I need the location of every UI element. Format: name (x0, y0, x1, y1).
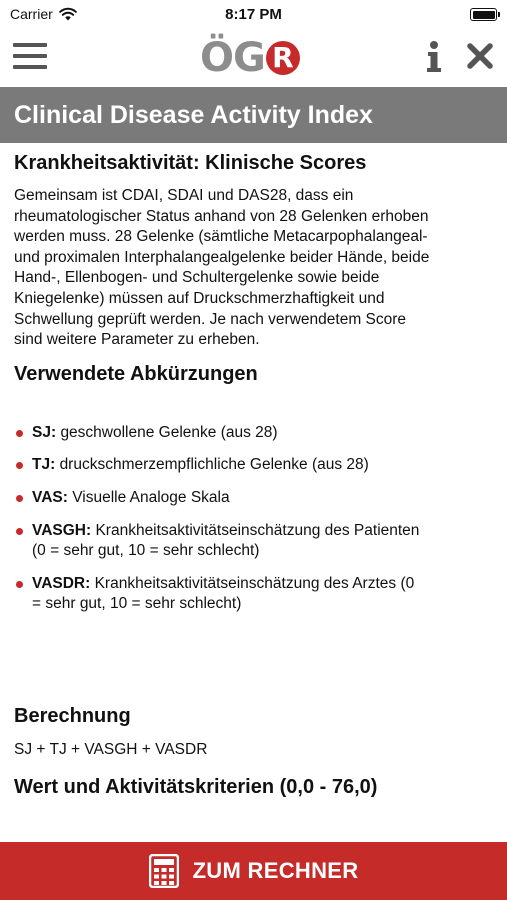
intro-line: sind weitere Parameter zu erheben. (14, 331, 260, 349)
abbreviation-term: TJ: (32, 456, 56, 474)
close-icon[interactable] (466, 42, 494, 70)
intro-line: und proximalen Interphalangealgelenke beider Hände, beide (14, 248, 430, 266)
abbreviation-definition: geschwollene Gelenke (aus 28) (60, 423, 278, 441)
app-logo (200, 36, 300, 80)
logo-text: ÖG (200, 35, 265, 81)
title-bar (0, 87, 507, 143)
bullet-icon (16, 581, 23, 588)
intro-line: Kniegelenke) müssen auf Druckschmerzhaftigkeit und (14, 289, 385, 307)
bullet-icon (16, 430, 23, 437)
intro-line: werden muss. 28 Gelenke (sämtliche Metacarpophalangeal- (14, 228, 428, 246)
section-heading-scores: Krankheitsaktivität: Klinische Scores (14, 152, 367, 174)
info-icon[interactable] (424, 40, 444, 74)
abbreviation-term: VASDR: (32, 574, 91, 592)
abbreviation-definition-continued: (0 = sehr gut, 10 = sehr schlecht) (32, 542, 260, 560)
hamburger-menu-icon[interactable] (12, 40, 48, 72)
abbreviation-definition-continued: = sehr gut, 10 = sehr schlecht) (32, 595, 242, 613)
section-heading-value-criteria: Wert und Aktivitätskriterien (0,0 - 76,0) (14, 776, 378, 798)
abbreviation-definition: Visuelle Analoge Skala (72, 488, 230, 506)
intro-line: Gemeinsam ist CDAI, SDAI und DAS28, dass ein (14, 187, 354, 204)
list-item (14, 488, 494, 509)
calculation-formula: SJ + TJ + VASGH + VASDR (14, 741, 208, 758)
page-title: Clinical Disease Activity Index (14, 101, 373, 129)
battery-icon (470, 8, 497, 21)
intro-paragraph (14, 186, 494, 351)
section-heading-abbreviations: Verwendete Abkürzungen (14, 362, 258, 385)
intro-line: Schwellung geprüft werden. Je nach verwendetem Score (14, 310, 407, 328)
intro-line: rheumatologischer Status anhand von 28 Gelenken erhoben (14, 207, 429, 225)
calculator-icon (149, 854, 179, 888)
abbreviation-definition: Krankheitsaktivitätseinschätzung des Patienten (95, 521, 420, 539)
abbreviation-term: VAS: (32, 488, 68, 506)
section-heading-calculation: Berechnung (14, 705, 131, 727)
calculator-button[interactable] (0, 842, 507, 900)
abbreviation-term: SJ: (32, 423, 57, 441)
intro-line: Hand-, Ellenbogen- und Schultergelenke sowie beide (14, 269, 380, 287)
abbreviation-definition: druckschmerzempflichliche Gelenke (aus 28) (59, 456, 369, 474)
bullet-icon (16, 495, 23, 502)
calculator-button-label: ZUM RECHNER (192, 858, 359, 883)
list-item (14, 521, 494, 562)
main-content (14, 150, 494, 627)
status-time: 8:17 PM (225, 6, 282, 23)
list-item (14, 574, 494, 615)
bullet-icon (16, 528, 23, 535)
abbreviation-term: VASGH: (32, 521, 92, 539)
status-bar (0, 0, 507, 30)
bullet-icon (16, 462, 23, 469)
nav-bar (0, 30, 507, 85)
carrier-label: Carrier (10, 6, 53, 22)
logo-badge: R (266, 41, 300, 75)
abbreviation-definition: Krankheitsaktivitätseinschätzung des Arztes (0 (94, 574, 415, 592)
list-item (14, 455, 494, 476)
abbreviation-list (14, 423, 494, 615)
list-item (14, 423, 494, 444)
